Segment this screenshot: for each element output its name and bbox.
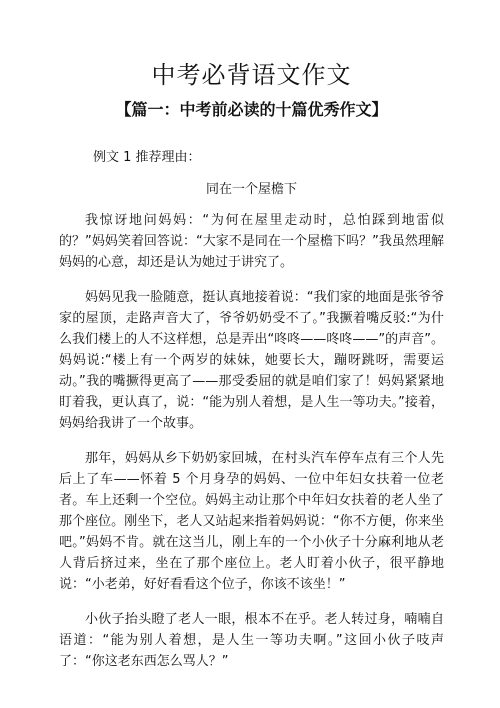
- paragraph: 小伙子抬头瞪了老人一眼，根本不在乎。老人转过身，喃喃自语道：“能为别人着想，是人生一等功夫啊。”这回小伙子吱声了：“你这老东西怎么骂人？”: [59, 612, 444, 669]
- paragraph: 妈妈见我一脸随意，挺认真地接着说：“我们家的地面是张爷爷家的屋顶，走路声音大了，爷爷奶奶受不了。”我撅着嘴反驳:“为什么我们楼上的人不这样想，总是弄出“咚咚——咚咚——”的声音”。妈妈说:“楼上有一个两岁的妹妹，她要长大，蹦呀跳呀，需要运动。”我的嘴撅得更高了——那受委屈的就是咱们家了！妈妈紧紧地盯着我，更认真了，说：“能为别人着想，是人生一等功夫。”接着，妈妈给我讲了一个故事。: [59, 290, 444, 431]
- example-label: 例文 1 推荐理由：: [93, 150, 201, 165]
- paragraph: 我惊讶地问妈妈：“为何在屋里走动时，总怕踩到地雷似的？”妈妈笑着回答说：“大家不是同在一个屋檐下吗？”我虽然理解妈妈的心意，却还是认为她过于讲究了。: [59, 213, 444, 270]
- paragraph: 那年，妈妈从乡下奶奶家回城，在村头汽车停车点有三个人先后上了车——怀着 5 个月身孕的妈妈、一位中年妇女扶着一位老者。车上还剩一个空位。妈妈主动让那个中年妇女扶着的老人坐了那个座位。刚坐下，老人又站起来指着妈妈说：“你不方便，你来坐吧。”妈妈不肯。就在这当儿，刚上车的一个小伙子十分麻利地从老人背后挤过来，坐在了那个座位上。老人盯着小伙子，很平静地说：“小老弟，好好看看这个位子，你该不该坐！”: [59, 451, 444, 592]
- document-title: 中考必背语文作文: [151, 61, 352, 89]
- essay-heading: 同在一个屋檐下: [205, 182, 297, 197]
- section-subtitle: 【篇一：中考前必读的十篇优秀作文】: [115, 100, 388, 119]
